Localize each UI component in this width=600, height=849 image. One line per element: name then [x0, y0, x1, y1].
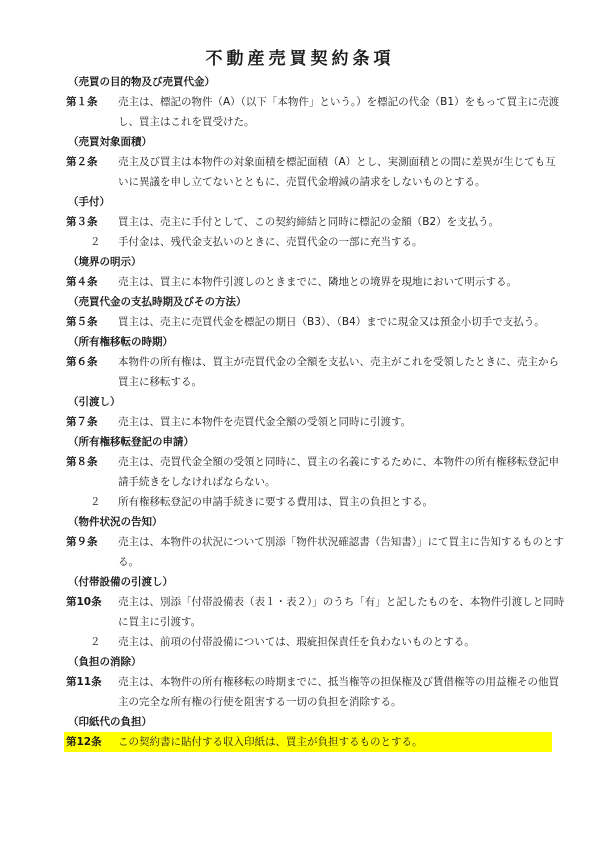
article-9-heading: （物件状況の告知）	[68, 516, 163, 528]
article-1-text: 売主は、標記の物件（A）（以下「本物件」という。）を標記の代金（B1）をもって買主に売渡し、買主はこれを買受けた。	[118, 96, 560, 128]
article-1	[66, 92, 566, 132]
article-8-number: 第８条	[66, 456, 98, 468]
article-8-heading: （所有権移転登記の申請）	[68, 436, 194, 448]
article-4-text: 売主は、買主に本物件引渡しのときまでに、隣地との境界を現地において明示する。	[118, 276, 517, 288]
article-4	[66, 272, 566, 292]
article-10-paragraph-text: 売主は、前項の付帯設備については、瑕疵担保責任を負わないものとする。	[118, 636, 475, 648]
article-7-heading: （引渡し）	[68, 396, 121, 408]
article-7	[66, 412, 566, 432]
article-10	[66, 592, 566, 632]
article-5-heading: （売買代金の支払時期及びその方法）	[68, 296, 247, 308]
article-8-paragraph-text: 所有権移転登記の申請手続きに要する費用は、買主の負担とする。	[118, 496, 433, 508]
article-9	[66, 532, 566, 572]
article-3-paragraph-2	[66, 232, 566, 252]
article-10-text: 売主は、別添「付帯設備表（表１・表２）」のうち「有」と記したものを、本物件引渡しと同時に買主に引渡す。	[118, 596, 565, 628]
article-5-text: 買主は、売主に売買代金を標記の期日（B3）、（B4）までに現金又は預金小切手で支払う。	[118, 316, 545, 328]
article-4-heading: （境界の明示）	[68, 256, 142, 268]
article-4-number: 第４条	[66, 276, 98, 288]
article-3-paragraph-number: ２	[90, 236, 101, 248]
article-3-text: 買主は、売主に手付として、この契約締結と同時に標記の金額（B2）を支払う。	[118, 216, 500, 228]
article-3-heading: （手付）	[68, 196, 110, 208]
article-5	[66, 312, 566, 332]
contract-terms	[66, 72, 566, 752]
article-3-number: 第３条	[66, 216, 98, 228]
document-title: 不動産売買契約条項	[205, 49, 395, 69]
article-2	[66, 152, 566, 192]
article-6-text: 本物件の所有権は、買主が売買代金の全額を支払い、売主がこれを受領したときに、売主から買主に移転する。	[118, 356, 559, 388]
article-12-highlighted	[64, 732, 552, 752]
article-12-text: この契約書に貼付する収入印紙は、買主が負担するものとする。	[118, 736, 423, 748]
article-8-text: 売主は、売買代金全額の受領と同時に、買主の名義にするために、本物件の所有権移転登記申請手続きをしなければならない。	[118, 456, 559, 488]
article-1-heading: （売買の目的物及び売買代金）	[68, 76, 215, 88]
article-2-number: 第２条	[66, 156, 98, 168]
article-6-heading: （所有権移転の時期）	[68, 336, 173, 348]
article-6	[66, 352, 566, 392]
article-5-number: 第５条	[66, 316, 98, 328]
article-3-paragraph-text: 手付金は、残代金支払いのときに、売買代金の一部に充当する。	[118, 236, 423, 248]
article-8-paragraph-number: ２	[90, 496, 101, 508]
article-9-text: 売主は、本物件の状況について別添「物件状況確認書（告知書）」にて買主に告知するものとする。	[118, 536, 565, 568]
article-12-number: 第12条	[66, 736, 102, 748]
article-2-heading: （売買対象面積）	[68, 136, 152, 148]
article-12-heading: （印紙代の負担）	[68, 716, 152, 728]
article-10-heading: （付帯設備の引渡し）	[68, 576, 173, 588]
article-2-text: 売主及び買主は本物件の対象面積を標記面積（A）とし、実測面積との間に差異が生じても互いに異議を申し立てないとともに、売買代金増減の請求をしないものとする。	[118, 156, 556, 188]
article-1-number: 第１条	[66, 96, 98, 108]
article-11-number: 第11条	[66, 676, 102, 688]
article-10-number: 第10条	[66, 596, 102, 608]
article-8-paragraph-2	[66, 492, 566, 512]
article-11-heading: （負担の消除）	[68, 656, 142, 668]
article-8	[66, 452, 566, 492]
article-9-number: 第９条	[66, 536, 98, 548]
article-6-number: 第６条	[66, 356, 98, 368]
article-7-text: 売主は、買主に本物件を売買代金全額の受領と同時に引渡す。	[118, 416, 412, 428]
article-11-text: 売主は、本物件の所有権移転の時期までに、抵当権等の担保権及び賃借権等の用益権その他買主の完全な所有権の行使を阻害する一切の負担を消除する。	[118, 676, 559, 708]
article-10-paragraph-2	[66, 632, 566, 652]
article-10-paragraph-number: ２	[90, 636, 101, 648]
article-11	[66, 672, 566, 712]
article-7-number: 第７条	[66, 416, 98, 428]
article-3	[66, 212, 566, 232]
